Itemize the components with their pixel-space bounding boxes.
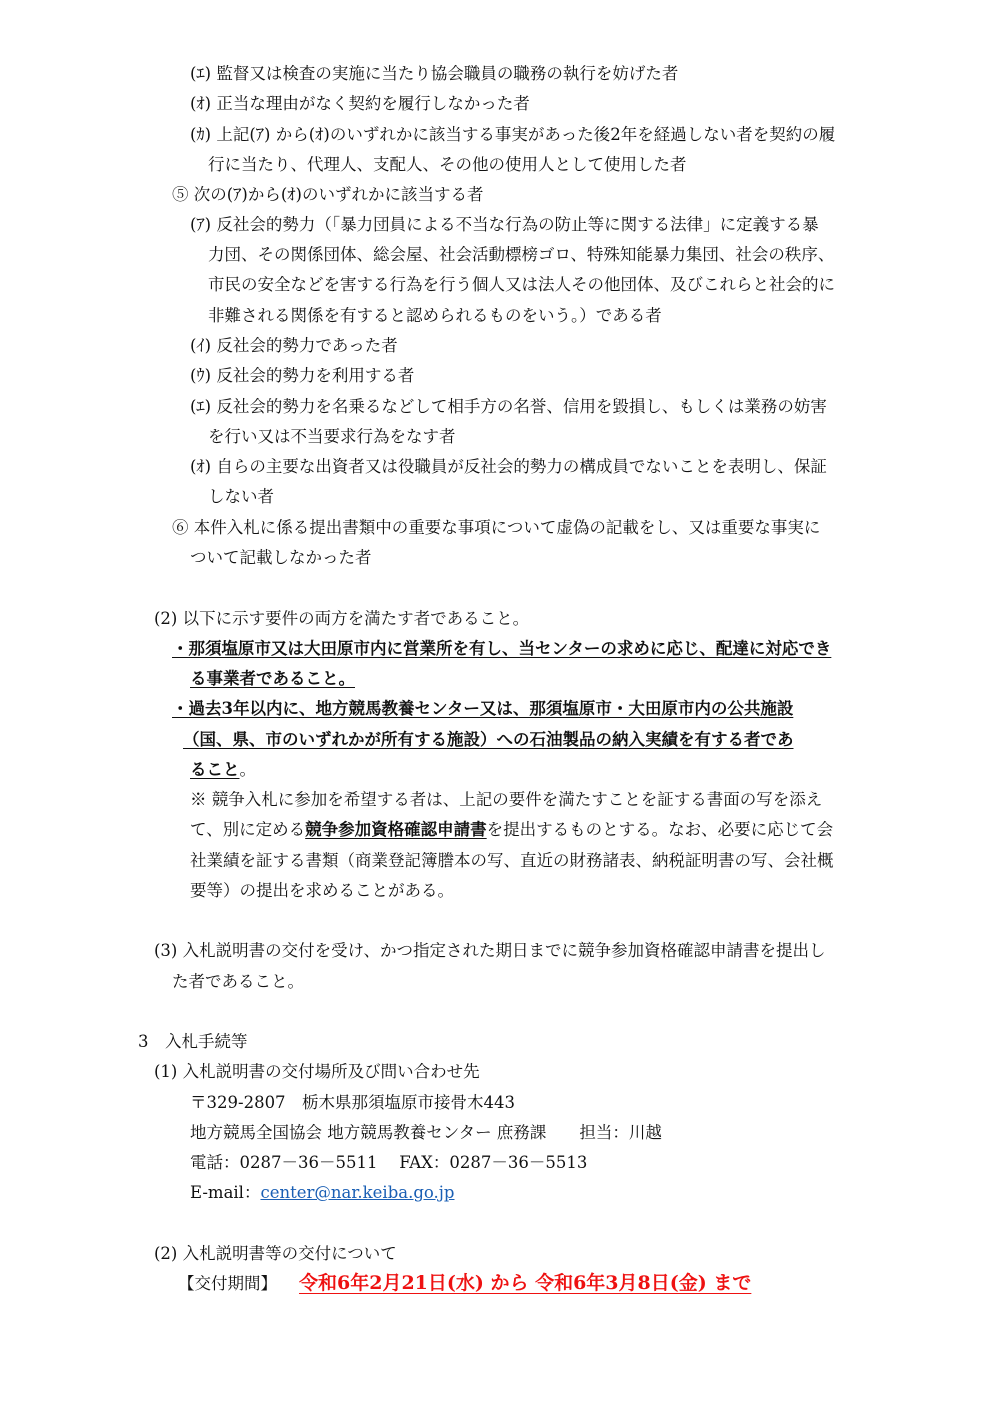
distribution-period: [178, 1272, 751, 1295]
organization-contact: 地方競馬全国協会 地方競馬教養センター 庶務課 担当：川越: [190, 1123, 662, 1142]
bullet-1-line2: る事業者であること。: [190, 669, 355, 688]
phone-fax: 電話：0287－36－5511 FAX：0287－36－5513: [190, 1153, 588, 1172]
email-link[interactable]: center@nar.keiba.go.jp: [260, 1183, 455, 1202]
item-ka-line1: (ｶ) 上記(ｱ) から(ｵ)のいずれかに該当する事実があった後2年を経過しない者を契約の履: [190, 125, 836, 144]
item-a-line3: 市民の安全などを害する行為を行う個人又は法人その他団体、及びこれらと社会的に: [208, 275, 835, 294]
item-a-line4: 非難される関係を有すると認められるものをいう。）である者: [208, 306, 662, 325]
section-3-heading: 3 入札手続等: [138, 1032, 248, 1051]
bullet-2-line1: ・過去3年以内に、地方競馬教養センター又は、那須塩原市・大田原市内の公共施設: [172, 699, 794, 718]
note-line2-pre: て、別に定める: [190, 820, 306, 839]
requirement-2-heading: (2) 以下に示す要件の両方を満たす者であること。: [154, 609, 530, 628]
item-u: (ｳ) 反社会的勢力を利用する者: [190, 366, 415, 385]
item-6-line1: ⑥ 本件入札に係る提出書類中の重要な事項について虚偽の記載をし、又は重要な事実に: [172, 518, 821, 537]
requirement-3-line2: た者であること。: [172, 972, 304, 991]
period-value: 令和6年2月21日(水) から 令和6年3月8日(金) まで: [299, 1272, 752, 1294]
item-6-line2: ついて記載しなかった者: [190, 548, 372, 567]
email-label: E-mail：: [190, 1183, 261, 1202]
note-application-form: 競争参加資格確認申請書: [305, 820, 487, 839]
bullet-2-line3-period: 。: [239, 760, 256, 779]
subsection-1-heading: (1) 入札説明書の交付場所及び問い合わせ先: [154, 1062, 480, 1081]
email-line: [190, 1182, 454, 1204]
bullet-1-line1: ・那須塩原市又は大田原市内に営業所を有し、当センターの求めに応じ、配達に対応でき: [172, 639, 832, 658]
item-e2-line1: (ｴ) 反社会的勢力を名乗るなどして相手方の名誉、信用を毀損し、もしくは業務の妨害: [190, 397, 827, 416]
item-a-line1: (ｱ) 反社会的勢力（「暴力団員による不当な行為の防止等に関する法律」に定義する暴: [190, 215, 819, 234]
item-e-obstruct: (ｴ) 監督又は検査の実施に当たり協会職員の職務の執行を妨げた者: [190, 64, 679, 83]
item-o2-line1: (ｵ) 自らの主要な出資者又は役職員が反社会的勢力の構成員でないことを表明し、保証: [190, 457, 827, 476]
bullet-2-line3-text: ること: [190, 760, 240, 779]
requirement-3-line1: (3) 入札説明書の交付を受け、かつ指定された期日までに競争参加資格確認申請書を提出し: [154, 941, 826, 960]
item-a-line2: 力団、その関係団体、総会屋、社会活動標榜ゴロ、特殊知能暴力集団、社会の秩序、: [208, 245, 835, 264]
item-i: (ｲ) 反社会的勢力であった者: [190, 336, 398, 355]
item-o-nonperformance: (ｵ) 正当な理由がなく契約を履行しなかった者: [190, 94, 530, 113]
item-e2-line2: を行い又は不当要求行為をなす者: [208, 427, 456, 446]
item-o2-line2: しない者: [208, 487, 274, 506]
item-5-heading: ⑤ 次の(ｱ)から(ｵ)のいずれかに該当する者: [172, 185, 484, 204]
note-line4: 要等）の提出を求めることがある。: [190, 881, 454, 900]
note-line2: [190, 819, 833, 841]
subsection-2-heading: (2) 入札説明書等の交付について: [154, 1244, 397, 1263]
note-line1: ※ 競争入札に参加を希望する者は、上記の要件を満たすことを証する書面の写を添え: [190, 790, 823, 809]
period-label: 【交付期間】: [178, 1274, 277, 1293]
note-line2-post: を提出するものとする。なお、必要に応じて会: [486, 820, 834, 839]
postal-address: 〒329-2807 栃木県那須塩原市接骨木443: [190, 1093, 516, 1112]
bullet-2-line3: [190, 759, 256, 781]
note-line3: 社業績を証する書類（商業登記簿謄本の写、直近の財務諸表、納税証明書の写、会社概: [190, 851, 834, 870]
bullet-2-line2: （国、県、市のいずれかが所有する施設）への石油製品の納入実績を有する者であ: [183, 730, 794, 749]
item-ka-line2: 行に当たり、代理人、支配人、その他の使用人として使用した者: [208, 155, 687, 174]
